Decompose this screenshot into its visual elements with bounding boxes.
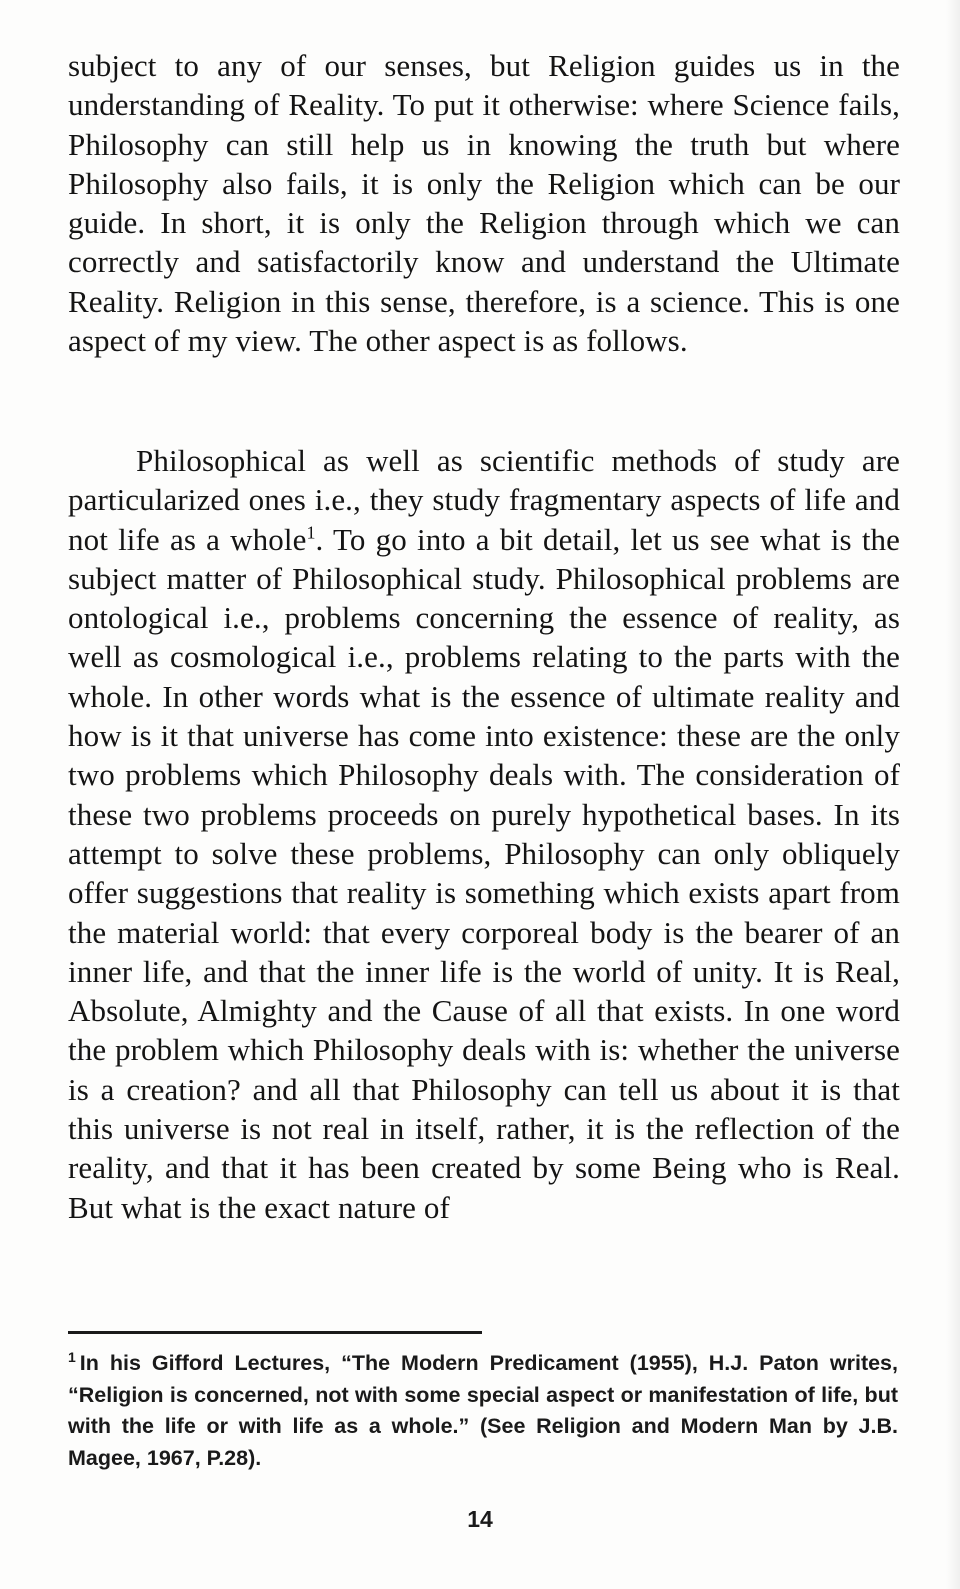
paragraph-2-text <box>68 441 900 1227</box>
footnote-text: In his Gifford Lectures, “The Modern Predicament (1955), H.J. Paton writes, “Religion is concerned, not with some special aspect or manifestation of life, but with the life or with life as a whole.” (See Religion and Modern Man by J.B. Magee, 1967, P.28). <box>68 1351 898 1470</box>
paragraph-1-text: subject to any of our senses, but Religion guides us in the understanding of Reality. To put it otherwise: where Science fails, Philosophy can still help us in knowing the truth but where Philosophy also fails, it is only the Religion which can be our guide. In short, it is only the Religion through which we can correctly and satisfactorily know and understand the Ultimate Reality. Religion in this sense, therefore, is a science. This is one aspect of my view. The other aspect is as follows. <box>68 48 900 359</box>
page-number: 14 <box>467 1506 493 1532</box>
paragraph-2 <box>68 441 900 1227</box>
footnote-divider <box>68 1331 482 1334</box>
paragraph-2-part-1: Philosophical as well as scientific methods of study are particularized ones i.e., they study fragmentary aspects of life and not life as a whole <box>68 443 900 557</box>
paragraph-1 <box>68 46 900 360</box>
footnote <box>68 1348 898 1474</box>
footnote-number: 1 <box>68 1348 76 1365</box>
footnote-reference: 1 <box>306 522 316 543</box>
page-edge <box>946 0 960 1589</box>
paragraph-2-part-2: . To go into a bit detail, let us see what is the subject matter of Philosophical study. Philosophical problems are ontological i.e., problems concerning the essence of reality, as well as cosmological i.e., problems relating to the parts with the whole. In other words what is the essence of ultimate reality and how is it that universe has come into existence: these are the only two problems which Philosophy deals with. The consideration of these two problems proceeds on purely hypothetical bases. In its attempt to solve these problems, Philosophy can only obliquely offer suggestions that reality is something which exists apart from the material world: that every corporeal body is the bearer of an inner life, and that the inner life is the world of unity. It is Real, Absolute, Almighty and the Cause of all that exists. In one word the problem which Philosophy deals with is: whether the universe is a creation? and all that Philosophy can tell us about it is that this universe is not real in itself, rather, it is the reflection of the reality, and that it has been created by some Being who is Real. But what is the exact nature of <box>68 521 900 1225</box>
